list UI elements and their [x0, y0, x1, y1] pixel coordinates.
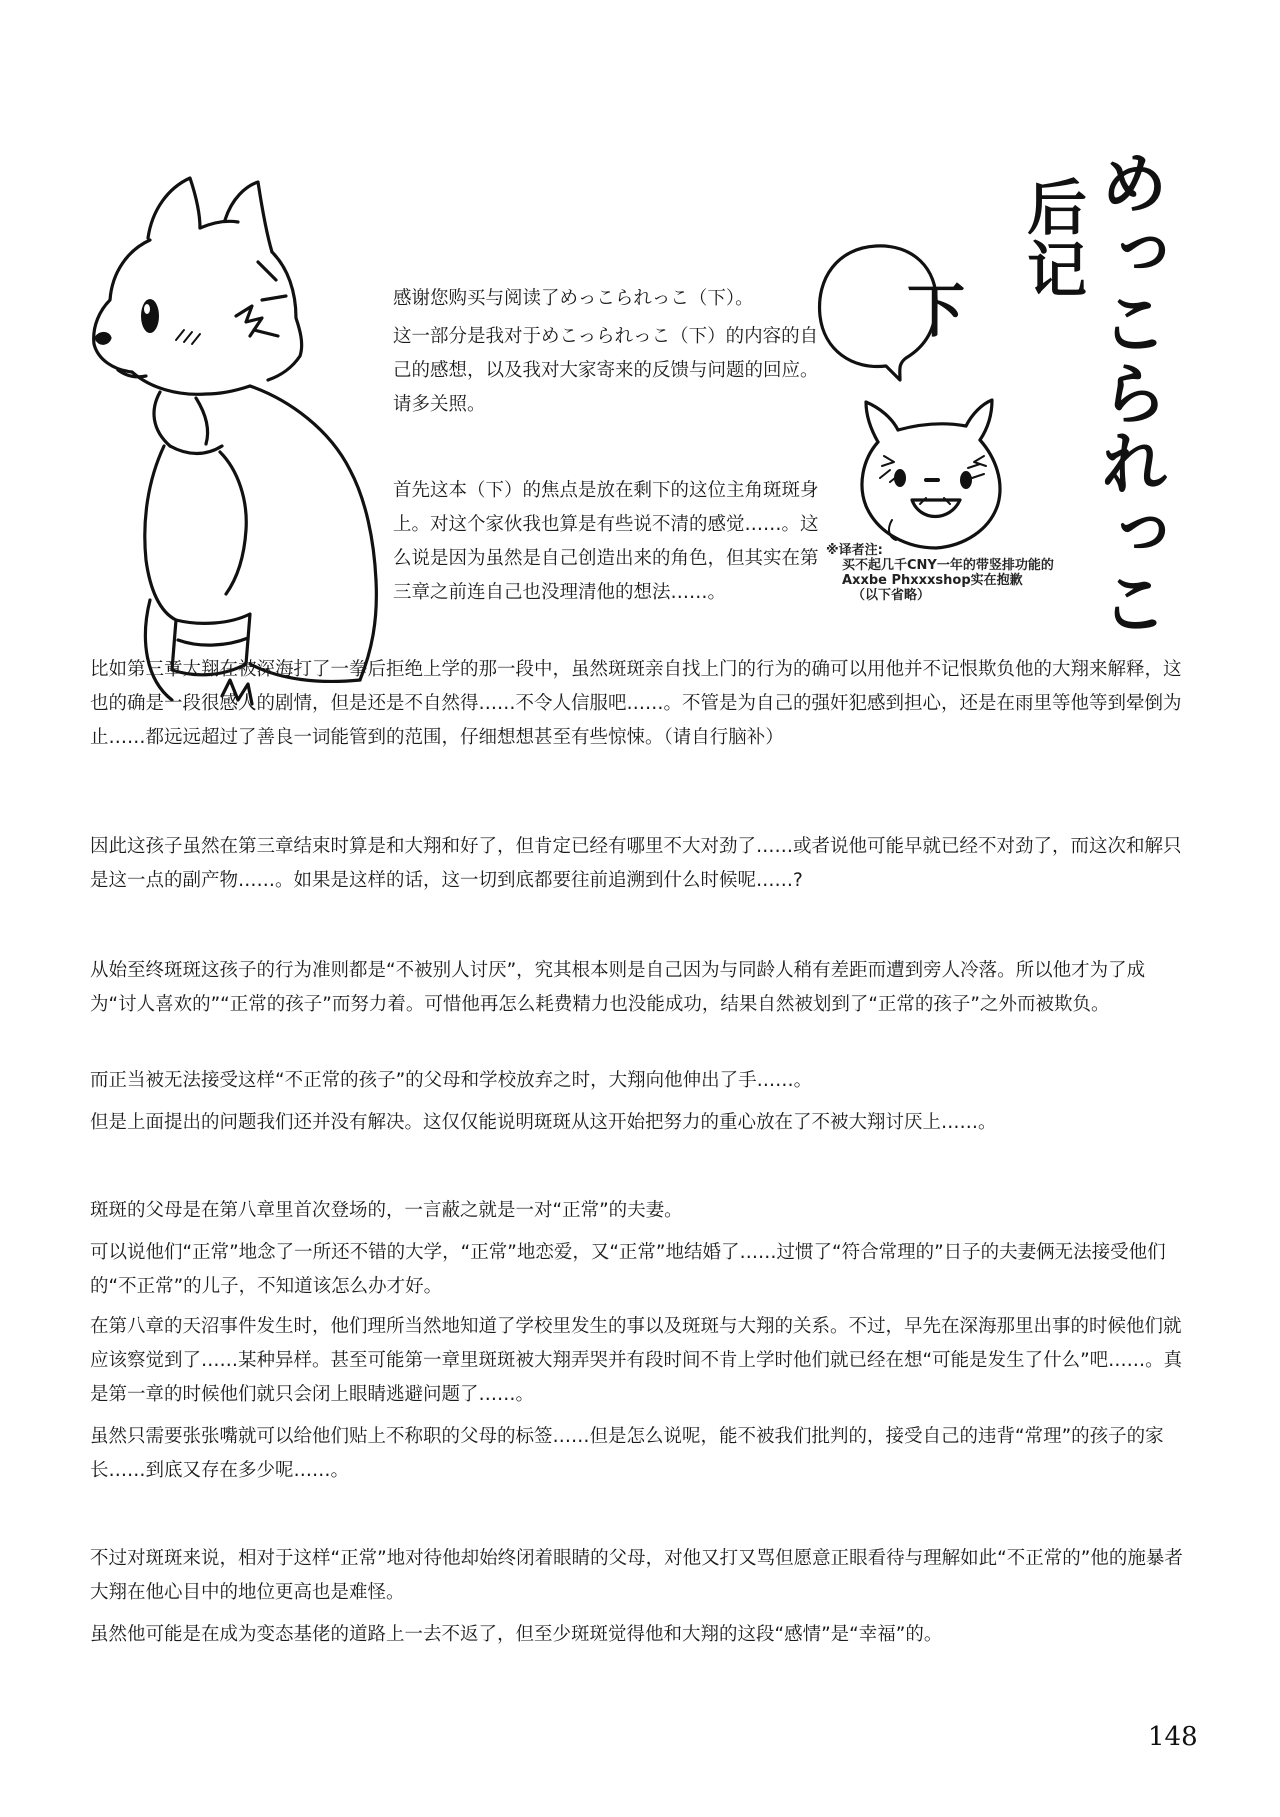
- intro-paragraph-2: [393, 320, 823, 422]
- character-ear-left-icon: [148, 178, 200, 238]
- body-text-4: 而正当被无法接受这样“不正常的孩子”的父母和学校放弃之时，大翔向他伸出了手……。: [90, 1070, 813, 1091]
- translator-note-line3: Axxbe Phxxxshop实在抱歉: [842, 573, 1023, 588]
- body-paragraph-3: [90, 954, 1190, 1022]
- intro-paragraph-1: [393, 282, 823, 316]
- translator-note: [826, 543, 1106, 603]
- speech-bubble-text: 下: [906, 277, 965, 345]
- body-paragraph-11: [90, 1618, 1190, 1652]
- body-paragraph-8: [90, 1310, 1190, 1412]
- intro-paragraph-3: [393, 474, 823, 610]
- body-paragraph-4: [90, 1064, 1190, 1098]
- body-paragraph-10: [90, 1542, 1190, 1610]
- page-number: 148: [1148, 1722, 1198, 1752]
- character-nose-icon: [96, 334, 110, 344]
- body-text-11: 虽然他可能是在成为变态基佬的道路上一去不返了，但至少斑斑觉得他和大翔的这段“感情”是“幸福”的。: [90, 1624, 943, 1645]
- body-text-5: 但是上面提出的问题我们还并没有解决。这仅仅能说明斑斑从这开始把努力的重心放在了不被大翔讨厌上……。: [90, 1112, 997, 1133]
- intro-text-1: 感谢您购买与阅读了めっこられっこ（下）。: [393, 288, 754, 309]
- body-paragraph-6: [90, 1194, 1190, 1228]
- body-paragraph-7: [90, 1236, 1190, 1304]
- body-paragraph-1: [90, 653, 1190, 755]
- body-paragraph-5: [90, 1106, 1190, 1140]
- title-sub: 后记: [1017, 176, 1087, 300]
- body-text-7: 可以说他们“正常”地念了一所还不错的大学，“正常”地恋爱，又“正常”地结婚了……过惯了“符合常理的”日子的夫妻俩无法接受他们的“不正常”的儿子，不知道该怎么办才好。: [90, 1242, 1166, 1297]
- body-text-8: 在第八章的天沼事件发生时，他们理所当然地知道了学校里发生的事以及斑斑与大翔的关系。不过，早先在深海那里出事的时候他们就应该察觉到了……某种异样。甚至可能第一章里斑斑被大翔弄哭并有段时间不肯上学时他们就已经在想“可能是发生了什么”吧……。真是第一章的时候他们就只会闭上眼睛逃避问题了……。: [90, 1316, 1183, 1405]
- character-body-icon: [154, 392, 208, 446]
- character-ear-right-icon: [225, 182, 272, 252]
- body-text-1: 比如第三章大翔在被深海打了一拳后拒绝上学的那一段中，虽然斑斑亲自找上门的行为的确可以用他并不记恨欺负他的大翔来解释，这也的确是一段很感人的剧情，但是还是不自然得……不令人信服吧……。不管是为自己的强奸犯感到担心，还是在雨里等他等到晕倒为止……都远远超过了善良一词能管到的范围，仔细想想甚至有些惊悚。（请自行脑补）: [90, 659, 1182, 748]
- translator-note-line2: 买不起几千CNY一年的带竖排功能的: [842, 558, 1054, 573]
- translator-note-line1: ※译者注:: [826, 543, 883, 558]
- body-text-6: 斑斑的父母是在第八章里首次登场的，一言蔽之就是一对“正常”的夫妻。: [90, 1200, 683, 1221]
- translator-note-line4: （以下省略）: [852, 588, 931, 603]
- body-text-10: 不过对斑斑来说，相对于这样“正常”地对待他却始终闭着眼睛的父母，对他又打又骂但愿意正眼看待与理解如此“不正常的”他的施暴者大翔在他心目中的地位更高也是难怪。: [90, 1548, 1183, 1603]
- body-paragraph-9: [90, 1420, 1190, 1488]
- title-main: めっこられっこ: [1089, 148, 1168, 638]
- body-text-2: 因此这孩子虽然在第三章结束时算是和大翔和好了，但肯定已经有哪里不大对劲了……或者说他可能早就已经不对劲了，而这次和解只是这一点的副产物……。如果是这样的话，这一切到底都要往前追溯到什么时候呢……?: [90, 836, 1182, 891]
- character-eye-icon: [141, 299, 159, 333]
- body-text-9: 虽然只需要张张嘴就可以给他们贴上不称职的父母的标签……但是怎么说呢，能不被我们批判的，接受自己的违背“常理”的孩子的家长……到底又存在多少呢……。: [90, 1426, 1164, 1481]
- body-text-3: 从始至终斑斑这孩子的行为准则都是“不被别人讨厌”，究其根本则是自己因为与同龄人稍有差距而遭到旁人冷落。所以他才为了成为“讨人喜欢的”“正常的孩子”而努力着。可惜他再怎么耗费精力也没能成功，结果自然被划到了“正常的孩子”之外而被欺负。: [90, 960, 1146, 1015]
- intro-text-3: 首先这本（下）的焦点是放在剩下的这位主角斑斑身上。对这个家伙我也算是有些说不清的感觉……。这么说是因为虽然是自己创造出来的角色，但其实在第三章之前连自己也没理清他的想法……。: [393, 480, 819, 603]
- intro-text-2: 这一部分是我对于めこっられっこ（下）的内容的自己的感想，以及我对大家寄来的反馈与问题的回应。请多关照。: [393, 326, 819, 415]
- chibi-face-icon: [866, 400, 992, 442]
- body-paragraph-2: [90, 830, 1190, 898]
